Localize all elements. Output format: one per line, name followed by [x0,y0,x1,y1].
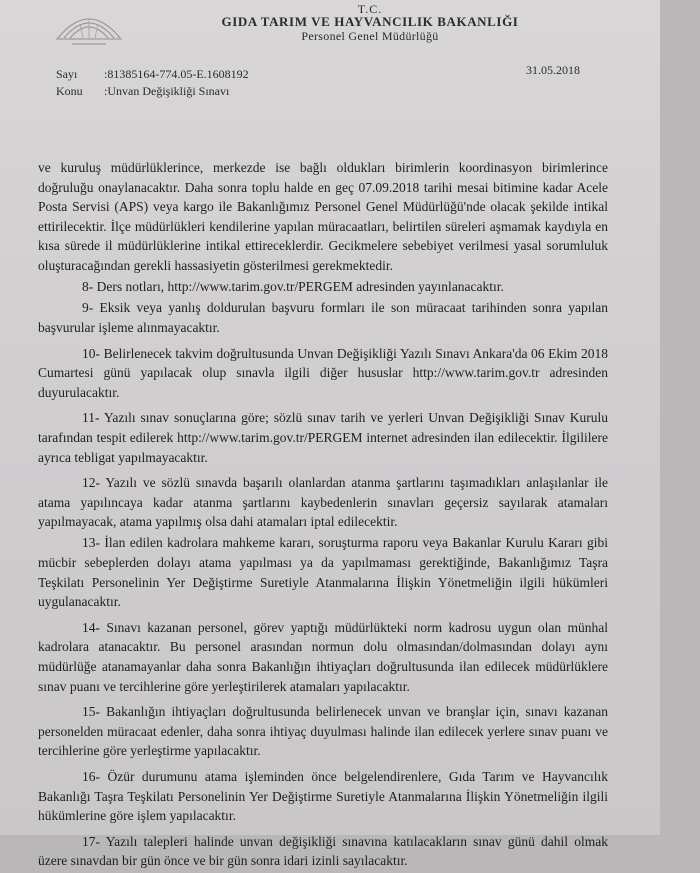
subject-label: Konu [56,84,83,98]
paragraph-item-10: 10- Belirlenecek takvim doğrultusunda Unvan Değişikliği Yazılı Sınavı Ankara'da 06 Ekim 2018 Cumartesi günü yapılacak olup sınavla ilgili diğer hususlar http://www.tarim.gov.tr adresinden duyurulacaktır. [38,345,608,400]
paragraph-item-13: 13- İlan edilen kadrolara mahkeme kararı, soruşturma raporu veya Bakanlar Kurulu Kararı gibi mücbir sebeplerden dolayı atama yapılması ya da yapılmaması gerektiğinde, Bakanlığımız Taşra Teşkilatı Personelinin Yer Değiştirme Suretiyle Atanmalarına İlişkin Yönetmeliğin ilgili hükümleri uygulanacaktır. [38,535,608,610]
paragraph-item-11: 11- Yazılı sınav sonuçlarına göre; sözlü sınav tarih ve yerleri Unvan Değişikliği Sınav Kurulu tarafından tespit edilerek http://www.tarim.gov.tr/PERGEM internet adresinden ilan edilecektir. İlgililere ayrıca tebligat yapılmayacaktır. [38,410,608,465]
paragraph-item-9: 9- Eksik veya yanlış doldurulan başvuru formları ile son müracaat tarihinden sonra yapılan başvurular işleme alınmayacaktır. [38,300,608,335]
paragraph-item-8: 8- Ders notları, http://www.tarim.gov.tr/PERGEM adresinden yayınlanacaktır. [82,279,504,295]
number-label: Sayı [56,67,78,81]
department-name: Personel Genel Müdürlüğü [301,29,439,43]
paragraph-item-12: 12- Yazılı ve sözlü sınavda başarılı olanlardan atanma şartlarını taşımadıkları anlaşılanlar ile atama yapılıncaya kadar atanma şartlarını kaybedenlerin sınavları geçersiz sayılarak atamaları yapılmayacak, atama yapılmış olsa dahi atamaları iptal edilecektir. [38,475,608,530]
paragraph-item-14: 14- Sınavı kazanan personel, görev yaptığı müdürlükteki norm kadrosu uygun olan münhal kadrolara atanacaktır. Bu personel arasından normun dolu olmasından/dolmasından dolayı aynı müdürlüğe atanamayanlar daha sonra Bakanlığın ihtiyaçları doğrultusunda ilan edilecek müdürlüklere sınav puanı ve tercihlerine göre yerleştirilerek atamaları yapılacaktır. [38,619,608,694]
paragraph-item-15: 15- Bakanlığın ihtiyaçları doğrultusunda belirlenecek unvan ve branşlar için, sınavı kazanan personelden müracaat edenler, daha sonra ihtiyaç duyulması halinde ilan edilecek yerlere sınav puanı ve tercihlerine göre yerleştirme yapılacaktır. [38,704,608,759]
document-number: :81385164-774.05-E.1608192 [104,67,249,81]
document-date: 31.05.2018 [526,63,580,77]
tc-heading: T.C. [357,2,383,16]
ministry-name: GIDA TARIM VE HAYVANCILIK BAKANLIĞI [221,14,519,29]
paragraph-continuation: ve kuruluş müdürlüklerince, merkezde ise bağlı oldukları birimlerin koordinasyon birimlerince doğruluğu onaylanacaktır. Daha sonra toplu halde en geç 07.09.2018 tarihi mesai bitimine kadar Acele Posta Servisi (APS) veya kargo ile Bakanlığımız Personel Genel Müdürlüğü'nde olacak şekilde intikal ettirilecektir. İlçe müdürlükleri kendilerine yapılan müracaatları, belirtilen süreleri aşmamak kaydıyla en kısa sürede il müdürlüklerine intikal ettireceklerdir. Gecikmelere sebebiyet verilmesi yasal sorumluluk oluşturacağından gerekli hassasiyetin gösterilmesi gerekmektedir. [38,160,608,273]
paragraph-item-17: 17- Yazılı talepleri halinde unvan değişikliği sınavına katılacakların sınav günü dahil olmak üzere sınavdan bir gün önce ve bir gün sonra idari izinli sayılacaktır. [38,833,608,869]
subject-value: :Unvan Değişikliği Sınavı [104,84,230,98]
paragraph-item-16: 16- Özür durumunu atama işleminden önce belgelendirenlere, Gıda Tarım ve Hayvancılık Bakanlığı Taşra Teşkilatı Personelinin Yer Değiştirme Suretiyle Atanmalarına İlişkin Yönetmeliğin ilgili hükümlerine göre işlem yapılacaktır. [38,769,608,824]
letter-body [38,158,608,873]
